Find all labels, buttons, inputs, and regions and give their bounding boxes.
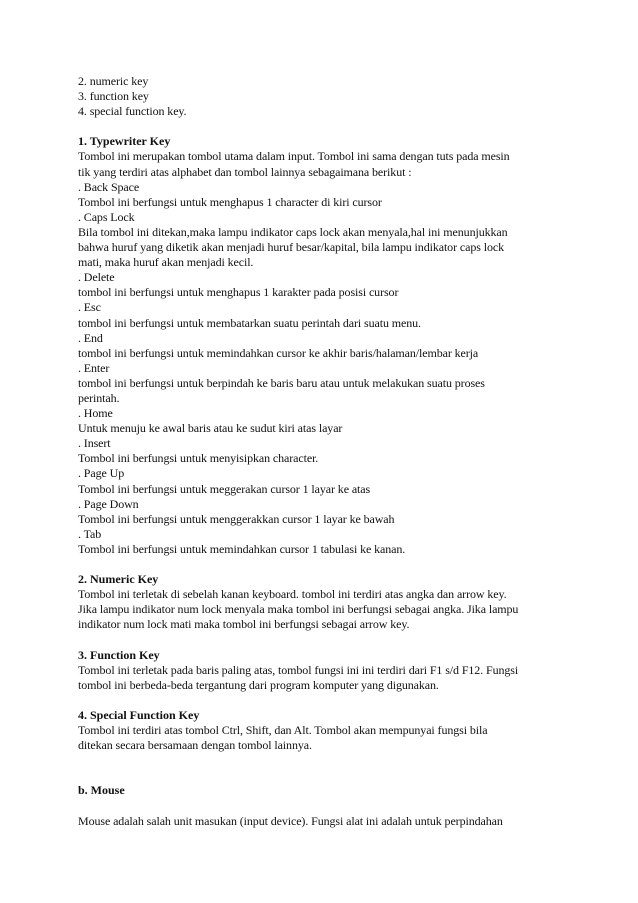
paragraph-line: Tombol ini terletak di sebelah kanan keyboard. tombol ini terdiri atas angka dan arrow key. <box>78 587 507 602</box>
key-desc: tombol ini berfungsi untuk memindahkan cursor ke akhir baris/halaman/lembar kerja <box>78 345 479 360</box>
list-item: 4. special function key. <box>78 104 187 119</box>
key-name: . Enter <box>78 360 110 375</box>
document-page <box>78 74 568 829</box>
key-name: . Tab <box>78 526 102 541</box>
key-desc: Tombol ini berfungsi untuk meggerakan cursor 1 layar ke atas <box>78 481 371 496</box>
paragraph-line: Mouse adalah salah unit masukan (input device). Fungsi alat ini adalah untuk perpindahan <box>78 813 503 828</box>
key-desc: tombol ini berfungsi untuk menghapus 1 karakter pada posisi cursor <box>78 285 399 300</box>
key-name: . End <box>78 330 103 345</box>
key-name: . Page Down <box>78 496 139 511</box>
section-heading: 3. Function Key <box>78 647 160 662</box>
paragraph-line: Tombol ini terletak pada baris paling atas, tombol fungsi ini ini terdiri dari F1 s/d F12. Fungsi <box>78 662 519 677</box>
key-desc: Tombol ini berfungsi untuk menyisipkan character. <box>78 451 319 466</box>
mouse-section <box>78 783 568 828</box>
paragraph-line: Jika lampu indikator num lock menyala maka tombol ini berfungsi sebagai angka. Jika lampu <box>78 602 519 617</box>
key-desc: mati, maka huruf akan menjadi kecil. <box>78 255 254 270</box>
paragraph-line: tombol ini berbeda-beda tergantung dari program komputer yang digunakan. <box>78 677 439 692</box>
key-desc: Bila tombol ini ditekan,maka lampu indikator caps lock akan menyala,hal ini menunjukkan <box>78 224 508 239</box>
special-section <box>78 708 568 753</box>
key-name: . Delete <box>78 270 115 285</box>
key-desc: tombol ini berfungsi untuk membatarkan suatu perintah dari suatu menu. <box>78 315 421 330</box>
section-heading: b. Mouse <box>78 783 125 798</box>
intro-list <box>78 74 568 119</box>
key-desc: Tombol ini berfungsi untuk menghapus 1 character di kiri cursor <box>78 194 382 209</box>
paragraph-line: indikator num lock mati maka tombol ini berfungsi sebagai arrow key. <box>78 617 410 632</box>
section-heading: 4. Special Function Key <box>78 707 200 722</box>
key-name: . Insert <box>78 436 111 451</box>
key-name: . Back Space <box>78 179 140 194</box>
key-desc: tombol ini berfungsi untuk berpindah ke baris baru atau untuk melakukan suatu proses <box>78 375 485 390</box>
paragraph-line: Tombol ini terdiri atas tombol Ctrl, Shift, dan Alt. Tombol akan mempunyai fungsi bila <box>78 723 488 738</box>
list-item: 2. numeric key <box>78 74 149 88</box>
key-name: . Home <box>78 406 113 421</box>
key-desc: perintah. <box>78 390 120 405</box>
key-desc: Untuk menuju ke awal baris atau ke sudut kiri atas layar <box>78 421 343 436</box>
function-section <box>78 648 568 693</box>
paragraph-line: Tombol ini merupakan tombol utama dalam input. Tombol ini sama dengan tuts pada mesin <box>78 149 510 164</box>
numeric-section <box>78 572 568 632</box>
key-desc: Tombol ini berfungsi untuk menggerakkan cursor 1 layar ke bawah <box>78 511 395 526</box>
paragraph-line: tik yang terdiri atas alphabet dan tombol lainnya sebagaimana berikut : <box>78 164 412 179</box>
key-name: . Caps Lock <box>78 209 135 224</box>
list-item: 3. function key <box>78 89 149 104</box>
key-desc: bahwa huruf yang diketik akan menjadi huruf besar/kapital, bila lampu indikator caps lock <box>78 240 504 255</box>
section-heading: 2. Numeric Key <box>78 572 159 587</box>
typewriter-section <box>78 134 568 557</box>
section-heading: 1. Typewriter Key <box>78 134 171 149</box>
key-desc: Tombol ini berfungsi untuk memindahkan cursor 1 tabulasi ke kanan. <box>78 541 406 556</box>
paragraph-line: ditekan secara bersamaan dengan tombol lainnya. <box>78 738 312 753</box>
key-name: . Esc <box>78 300 101 315</box>
key-name: . Page Up <box>78 466 125 481</box>
